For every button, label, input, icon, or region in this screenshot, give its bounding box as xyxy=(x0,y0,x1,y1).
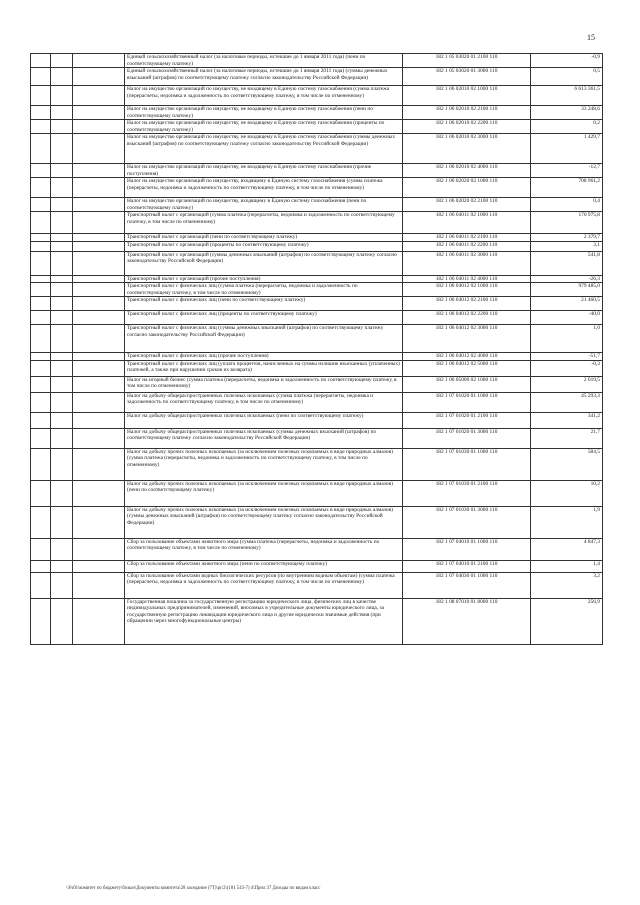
amount-cell: 708 961,2 xyxy=(531,178,603,198)
amount-cell: 21,7 xyxy=(531,428,603,448)
empty-cell xyxy=(73,325,125,353)
revenue-name-cell: Транспортный налог с организаций (пени по соответствующему платежу) xyxy=(125,234,403,242)
revenue-name-cell: Транспортный налог с организаций (суммы денежных взысканий (штрафов) по соответствующему платежу согласно законодательству Российской Федерации) xyxy=(125,251,403,275)
amount-cell: 0,5 xyxy=(531,68,603,86)
table-row xyxy=(31,360,603,376)
budget-code-cell: 182 1 06 04011 02 3000 110 xyxy=(403,251,531,275)
empty-cell xyxy=(51,360,73,376)
amount-cell: -12,7 xyxy=(531,164,603,178)
budget-code-cell: 182 1 06 02010 02 2100 110 xyxy=(403,106,531,120)
revenue-table xyxy=(30,53,603,645)
revenue-name-cell: Налог на имущество организаций по имуществу, не входящему в Единую систему газоснабжения (проценты по соответствующему платежу) xyxy=(125,120,403,134)
empty-cell xyxy=(51,448,73,480)
empty-cell xyxy=(51,392,73,412)
empty-cell xyxy=(73,212,125,234)
amount-cell: 45 293,3 xyxy=(531,392,603,412)
table-row xyxy=(31,178,603,198)
budget-code-cell: 182 1 07 01030 01 3000 110 xyxy=(403,506,531,538)
empty-cell xyxy=(51,572,73,598)
table-row xyxy=(31,283,603,297)
revenue-name-cell: Транспортный налог с физических лиц (сумма платежа (перерасчеты, недоимка и задолженность по соответствующему платежу, в том числе по отмененному) xyxy=(125,283,403,297)
amount-cell: -26,3 xyxy=(531,275,603,283)
revenue-name-cell: Налог на имущество организаций по имуществу, не входящему в Единую систему газоснабжения (прочие поступления) xyxy=(125,164,403,178)
empty-cell xyxy=(31,428,51,448)
amount-cell: -0,9 xyxy=(531,54,603,68)
table-row xyxy=(31,234,603,242)
budget-code-cell: 182 1 06 04011 02 2100 110 xyxy=(403,234,531,242)
empty-cell xyxy=(73,598,125,644)
empty-cell xyxy=(31,448,51,480)
table-row xyxy=(31,598,603,644)
table-row xyxy=(31,134,603,164)
empty-cell xyxy=(51,120,73,134)
table-row xyxy=(31,506,603,538)
revenue-name-cell: Налог на добычу общераспространенных полезных ископаемых (сумма платежа (перерасчеты, недоимка и задолженность по соответствующему платежу, в том числе по отмененному) xyxy=(125,392,403,412)
budget-code-cell: 182 1 06 02010 02 3000 110 xyxy=(403,134,531,164)
revenue-name-cell: Налог на добычу общераспространенных полезных ископаемых (суммы денежных взысканий (штрафов) по соответствующему платежу согласно законодательству Российской Федерации) xyxy=(125,428,403,448)
revenue-name-cell: Транспортный налог с физических лиц (суммы денежных взысканий (штрафов) по соответствующему платежу согласно законодательству Российской Федерации) xyxy=(125,325,403,353)
empty-cell xyxy=(51,178,73,198)
empty-cell xyxy=(73,283,125,297)
empty-cell xyxy=(31,311,51,325)
empty-cell xyxy=(51,134,73,164)
empty-cell xyxy=(51,68,73,86)
revenue-name-cell: Транспортный налог с физических лиц (проценты по соответствующему платежу) xyxy=(125,311,403,325)
budget-code-cell: 182 1 07 01020 01 3000 110 xyxy=(403,428,531,448)
amount-cell: 2 379,7 xyxy=(531,234,603,242)
budget-code-cell: 182 1 07 01020 01 1000 110 xyxy=(403,392,531,412)
table-row xyxy=(31,86,603,106)
table-row xyxy=(31,251,603,275)
table-row xyxy=(31,68,603,86)
amount-cell: 256,9 xyxy=(531,598,603,644)
revenue-name-cell: Налог на имущество организаций по имуществу, не входящему в Единую систему газоснабжения (суммы денежных взысканий (штрафов) по соответствующему платежу согласно законодательству Российской Федерации) xyxy=(125,134,403,164)
amount-cell: 979 485,0 xyxy=(531,283,603,297)
amount-cell: 21 460,5 xyxy=(531,297,603,311)
amount-cell: 1,0 xyxy=(531,325,603,353)
amount-cell: -40,0 xyxy=(531,311,603,325)
empty-cell xyxy=(73,120,125,134)
empty-cell xyxy=(51,164,73,178)
empty-cell xyxy=(31,164,51,178)
empty-cell xyxy=(73,428,125,448)
empty-cell xyxy=(73,480,125,506)
empty-cell xyxy=(31,538,51,560)
revenue-name-cell: Налог на добычу общераспространенных полезных ископаемых (пени по соответствующему платежу) xyxy=(125,412,403,428)
empty-cell xyxy=(31,560,51,572)
revenue-name-cell: Транспортный налог с физических лиц (прочие поступления) xyxy=(125,353,403,361)
revenue-name-cell: Транспортный налог с организаций (проценты по соответствующему платежу) xyxy=(125,241,403,251)
amount-cell: 0,4 xyxy=(531,198,603,212)
footer-file-path: \\Fs01\комитет по бюджету\бозын\Документы комитета\28 заседание (7Т)\pr\2\(181 543-7) 4\Прил 37 Доходы по видам класс xyxy=(66,886,321,891)
amount-cell: 10,2 xyxy=(531,480,603,506)
amount-cell: 170 975,8 xyxy=(531,212,603,234)
empty-cell xyxy=(51,106,73,120)
empty-cell xyxy=(73,178,125,198)
amount-cell: 541,8 xyxy=(531,251,603,275)
empty-cell xyxy=(31,353,51,361)
budget-code-cell: 182 1 06 04012 02 1000 110 xyxy=(403,283,531,297)
empty-cell xyxy=(73,353,125,361)
revenue-name-cell: Налог на имущество организаций по имуществу, не входящему в Единую систему газоснабжения (пени по соответствующему платежу) xyxy=(125,106,403,120)
budget-code-cell: 182 1 06 04011 02 4000 110 xyxy=(403,275,531,283)
budget-code-cell: 182 1 06 02010 02 4000 110 xyxy=(403,164,531,178)
empty-cell xyxy=(51,311,73,325)
empty-cell xyxy=(73,538,125,560)
table-row xyxy=(31,106,603,120)
empty-cell xyxy=(73,68,125,86)
revenue-name-cell: Единый сельскохозяйственный налог (за налоговые периоды, истекшие до 1 января 2011 года) (пени по соответствующему платежу) xyxy=(125,54,403,68)
empty-cell xyxy=(73,506,125,538)
amount-cell: 0,2 xyxy=(531,120,603,134)
amount-cell: 33 248,6 xyxy=(531,106,603,120)
empty-cell xyxy=(31,283,51,297)
empty-cell xyxy=(31,412,51,428)
table-row xyxy=(31,325,603,353)
empty-cell xyxy=(31,134,51,164)
empty-cell xyxy=(51,234,73,242)
table-body xyxy=(31,54,603,645)
table-row xyxy=(31,572,603,598)
budget-code-cell: 182 1 06 04012 02 4000 110 xyxy=(403,353,531,361)
table-row xyxy=(31,376,603,392)
empty-cell xyxy=(73,241,125,251)
empty-cell xyxy=(73,412,125,428)
empty-cell xyxy=(31,120,51,134)
empty-cell xyxy=(31,392,51,412)
empty-cell xyxy=(51,198,73,212)
amount-cell: 584,5 xyxy=(531,448,603,480)
empty-cell xyxy=(51,560,73,572)
empty-cell xyxy=(51,506,73,538)
revenue-name-cell: Единый сельскохозяйственный налог (за налоговые периоды, истекшие до 1 января 2011 года) (суммы денежных взысканий (штрафов) по соответствующему платежу согласно законодательству Российской Федерации) xyxy=(125,68,403,86)
table-row xyxy=(31,120,603,134)
revenue-name-cell: Налог на имущество организаций по имуществу, входящему в Единую систему газоснабжения (пени по соответствующему платежу) xyxy=(125,198,403,212)
amount-cell: 1 429,7 xyxy=(531,134,603,164)
revenue-name-cell: Транспортный налог с физических лиц (уплата процентов, начисленных на суммы излишне взысканных (уплаченных) платежей, а также при нарушении сроков их возврата) xyxy=(125,360,403,376)
empty-cell xyxy=(73,134,125,164)
empty-cell xyxy=(31,325,51,353)
empty-cell xyxy=(73,54,125,68)
budget-code-cell: 182 1 06 04012 02 2100 110 xyxy=(403,297,531,311)
empty-cell xyxy=(73,106,125,120)
budget-code-cell: 182 1 08 07010 01 8000 110 xyxy=(403,598,531,644)
budget-code-cell: 182 1 07 04010 01 1000 110 xyxy=(403,538,531,560)
revenue-name-cell: Сбор за пользование объектами животного мира (сумма платежа (перерасчеты, недоимка и задолженность по соответствующему платежу, в том числе по отмененному) xyxy=(125,538,403,560)
empty-cell xyxy=(31,275,51,283)
budget-code-cell: 182 1 06 04012 02 3000 110 xyxy=(403,325,531,353)
revenue-name-cell: Транспортный налог с организаций (сумма платежа (перерасчеты, недоимка и задолженность по соответствующему платежу, в том числе по отмененному) xyxy=(125,212,403,234)
empty-cell xyxy=(73,560,125,572)
empty-cell xyxy=(51,412,73,428)
revenue-name-cell: Транспортный налог с организаций (прочие поступления) xyxy=(125,275,403,283)
budget-code-cell: 182 1 06 02020 02 1000 110 xyxy=(403,178,531,198)
page-number: 15 xyxy=(587,33,595,42)
table-row xyxy=(31,54,603,68)
empty-cell xyxy=(73,198,125,212)
amount-cell: 3,1 xyxy=(531,241,603,251)
table-row xyxy=(31,428,603,448)
empty-cell xyxy=(73,448,125,480)
empty-cell xyxy=(31,376,51,392)
amount-cell: 4 847,3 xyxy=(531,538,603,560)
empty-cell xyxy=(31,54,51,68)
table-row xyxy=(31,353,603,361)
empty-cell xyxy=(51,325,73,353)
empty-cell xyxy=(31,198,51,212)
empty-cell xyxy=(31,251,51,275)
budget-code-cell: 182 1 06 02010 02 1000 110 xyxy=(403,86,531,106)
empty-cell xyxy=(51,428,73,448)
empty-cell xyxy=(51,297,73,311)
table-row xyxy=(31,241,603,251)
budget-code-cell: 182 1 06 04012 02 5000 110 xyxy=(403,360,531,376)
table-row xyxy=(31,164,603,178)
empty-cell xyxy=(73,311,125,325)
amount-cell: 6 613 361,5 xyxy=(531,86,603,106)
empty-cell xyxy=(51,598,73,644)
empty-cell xyxy=(31,598,51,644)
empty-cell xyxy=(73,392,125,412)
table-row xyxy=(31,311,603,325)
empty-cell xyxy=(31,86,51,106)
budget-code-cell: 182 1 06 04011 02 1000 110 xyxy=(403,212,531,234)
revenue-name-cell: Налог на имущество организаций по имуществу, не входящему в Единую систему газоснабжения (сумма платежа (перерасчеты, недоимка и задолженность по соответствующему платежу, в том числе по отмененному) xyxy=(125,86,403,106)
empty-cell xyxy=(73,251,125,275)
revenue-name-cell: Налог на добычу прочих полезных ископаемых (за исключением полезных ископаемых в виде природных алмазов) (сумма платежа (перерасчеты, недоимка и задолженность по соответствующему платежу, в том числе по отмененному) xyxy=(125,448,403,480)
revenue-name-cell: Сбор за пользование объектами водных биологических ресурсов (по внутренним водным объектам) (сумма платежа (перерасчеты, недоимка и задолженность по соответствующему платежу, в том числе по отмененному) xyxy=(125,572,403,598)
empty-cell xyxy=(51,251,73,275)
empty-cell xyxy=(73,86,125,106)
budget-code-cell: 182 1 05 03020 01 2100 110 xyxy=(403,54,531,68)
revenue-name-cell: Сбор за пользование объектами животного мира (пени по соответствующему платежу) xyxy=(125,560,403,572)
table-row xyxy=(31,538,603,560)
empty-cell xyxy=(51,241,73,251)
empty-cell xyxy=(51,283,73,297)
empty-cell xyxy=(31,360,51,376)
amount-cell: 3,2 xyxy=(531,572,603,598)
budget-code-cell: 182 1 06 04011 02 2200 110 xyxy=(403,241,531,251)
empty-cell xyxy=(73,164,125,178)
empty-cell xyxy=(51,212,73,234)
empty-cell xyxy=(31,572,51,598)
revenue-name-cell: Налог на имущество организаций по имуществу, входящему в Единую систему газоснабжения (сумма платежа (перерасчеты, недоимка и задолженность по соответствующему платежу, в том числе по отмененному) xyxy=(125,178,403,198)
budget-code-cell: 182 1 07 04030 01 1000 110 xyxy=(403,572,531,598)
budget-code-cell: 182 1 07 01030 01 1000 110 xyxy=(403,448,531,480)
empty-cell xyxy=(31,506,51,538)
empty-cell xyxy=(73,572,125,598)
amount-cell: -51,7 xyxy=(531,353,603,361)
amount-cell: 2 019,5 xyxy=(531,376,603,392)
empty-cell xyxy=(51,275,73,283)
budget-code-cell: 182 1 05 03020 01 3000 110 xyxy=(403,68,531,86)
budget-code-cell: 182 1 06 05000 02 1000 110 xyxy=(403,376,531,392)
budget-code-cell: 182 1 07 04010 01 2100 110 xyxy=(403,560,531,572)
empty-cell xyxy=(73,360,125,376)
table-row xyxy=(31,297,603,311)
amount-cell: 1,4 xyxy=(531,560,603,572)
revenue-name-cell: Налог на добычу прочих полезных ископаемых (за исключением полезных ископаемых в виде природных алмазов) (пени по соответствующему платежу) xyxy=(125,480,403,506)
empty-cell xyxy=(51,480,73,506)
table-row xyxy=(31,412,603,428)
amount-cell: 341,2 xyxy=(531,412,603,428)
empty-cell xyxy=(73,275,125,283)
empty-cell xyxy=(31,68,51,86)
empty-cell xyxy=(31,241,51,251)
empty-cell xyxy=(51,54,73,68)
budget-code-cell: 182 1 07 01020 01 2100 110 xyxy=(403,412,531,428)
table-row xyxy=(31,392,603,412)
empty-cell xyxy=(51,353,73,361)
table-row xyxy=(31,212,603,234)
revenue-name-cell: Государственная пошлина за государственную регистрацию юридического лица, физических лиц в качестве индивидуальных предпринимателей, изменений, вносимых в учредительные документы юридического лица, за государственную регистрацию ликвидации юридического лица и другие юридически значимые действия (при обращении через многофункциональные центры) xyxy=(125,598,403,644)
table-row xyxy=(31,448,603,480)
empty-cell xyxy=(31,234,51,242)
revenue-name-cell: Транспортный налог с физических лиц (пени по соответствующему платежу) xyxy=(125,297,403,311)
table-row xyxy=(31,275,603,283)
empty-cell xyxy=(31,480,51,506)
budget-code-cell: 182 1 06 02020 02 2100 110 xyxy=(403,198,531,212)
empty-cell xyxy=(51,86,73,106)
empty-cell xyxy=(51,538,73,560)
table-row xyxy=(31,480,603,506)
empty-cell xyxy=(31,178,51,198)
budget-code-cell: 182 1 06 02010 02 2200 110 xyxy=(403,120,531,134)
table-row xyxy=(31,560,603,572)
empty-cell xyxy=(31,212,51,234)
amount-cell: 1,9 xyxy=(531,506,603,538)
revenue-name-cell: Налог на игорный бизнес (сумма платежа (перерасчеты, недоимка и задолженность по соответствующему платежу, в том числе по отмененному) xyxy=(125,376,403,392)
empty-cell xyxy=(31,297,51,311)
empty-cell xyxy=(51,376,73,392)
empty-cell xyxy=(73,234,125,242)
empty-cell xyxy=(73,376,125,392)
empty-cell xyxy=(73,297,125,311)
revenue-name-cell: Налог на добычу прочих полезных ископаемых (за исключением полезных ископаемых в виде природных алмазов) (суммы денежных взысканий (штрафов) по соответствующему платежу согласно законодательству Российской Федерации) xyxy=(125,506,403,538)
budget-code-cell: 182 1 07 01030 01 2100 110 xyxy=(403,480,531,506)
table-row xyxy=(31,198,603,212)
budget-code-cell: 182 1 06 04012 02 2200 110 xyxy=(403,311,531,325)
empty-cell xyxy=(31,106,51,120)
amount-cell: -0,3 xyxy=(531,360,603,376)
